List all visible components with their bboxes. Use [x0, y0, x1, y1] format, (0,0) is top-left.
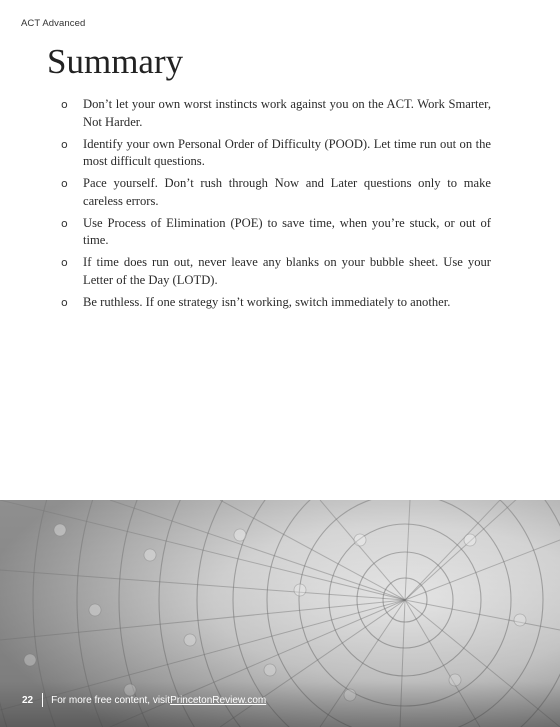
- list-item-text: If time does run out, never leave any blanks on your bubble sheet. Use your Letter of the Day (LOTD).: [83, 255, 491, 287]
- list-item: [61, 136, 491, 171]
- list-item-text: Identify your own Personal Order of Difficulty (POOD). Let time run out on the most difficult questions.: [83, 136, 491, 168]
- summary-list: [61, 96, 491, 316]
- list-item: [61, 294, 491, 312]
- bullet-circle-icon: o: [61, 137, 68, 151]
- bullet-circle-icon: o: [61, 216, 68, 230]
- running-head: ACT Advanced: [21, 18, 86, 29]
- list-item-text: Don’t let your own worst instincts work against you on the ACT. Work Smarter, Not Harder.: [83, 97, 491, 129]
- list-item: [61, 96, 491, 131]
- footer-divider: [42, 693, 43, 707]
- list-item: [61, 175, 491, 210]
- list-item-text: Pace yourself. Don’t rush through Now and Later questions only to make careless errors.: [83, 176, 491, 208]
- list-item-text: Use Process of Elimination (POE) to save time, when you’re stuck, or out of time.: [83, 215, 491, 247]
- footer-link[interactable]: PrincetonReview.com: [170, 694, 267, 706]
- list-item: [61, 215, 491, 250]
- page-title: Summary: [47, 42, 184, 81]
- bullet-circle-icon: o: [61, 177, 68, 190]
- footer-text: For more free content, visit: [51, 694, 171, 706]
- list-item-text: Be ruthless. If one strategy isn’t working, switch immediately to another.: [83, 294, 451, 309]
- page-footer: [22, 693, 266, 707]
- bullet-circle-icon: o: [61, 295, 68, 309]
- bullet-circle-icon: o: [61, 98, 68, 111]
- list-item: [61, 254, 491, 289]
- page-number: 22: [22, 694, 34, 706]
- bullet-circle-icon: o: [61, 256, 68, 269]
